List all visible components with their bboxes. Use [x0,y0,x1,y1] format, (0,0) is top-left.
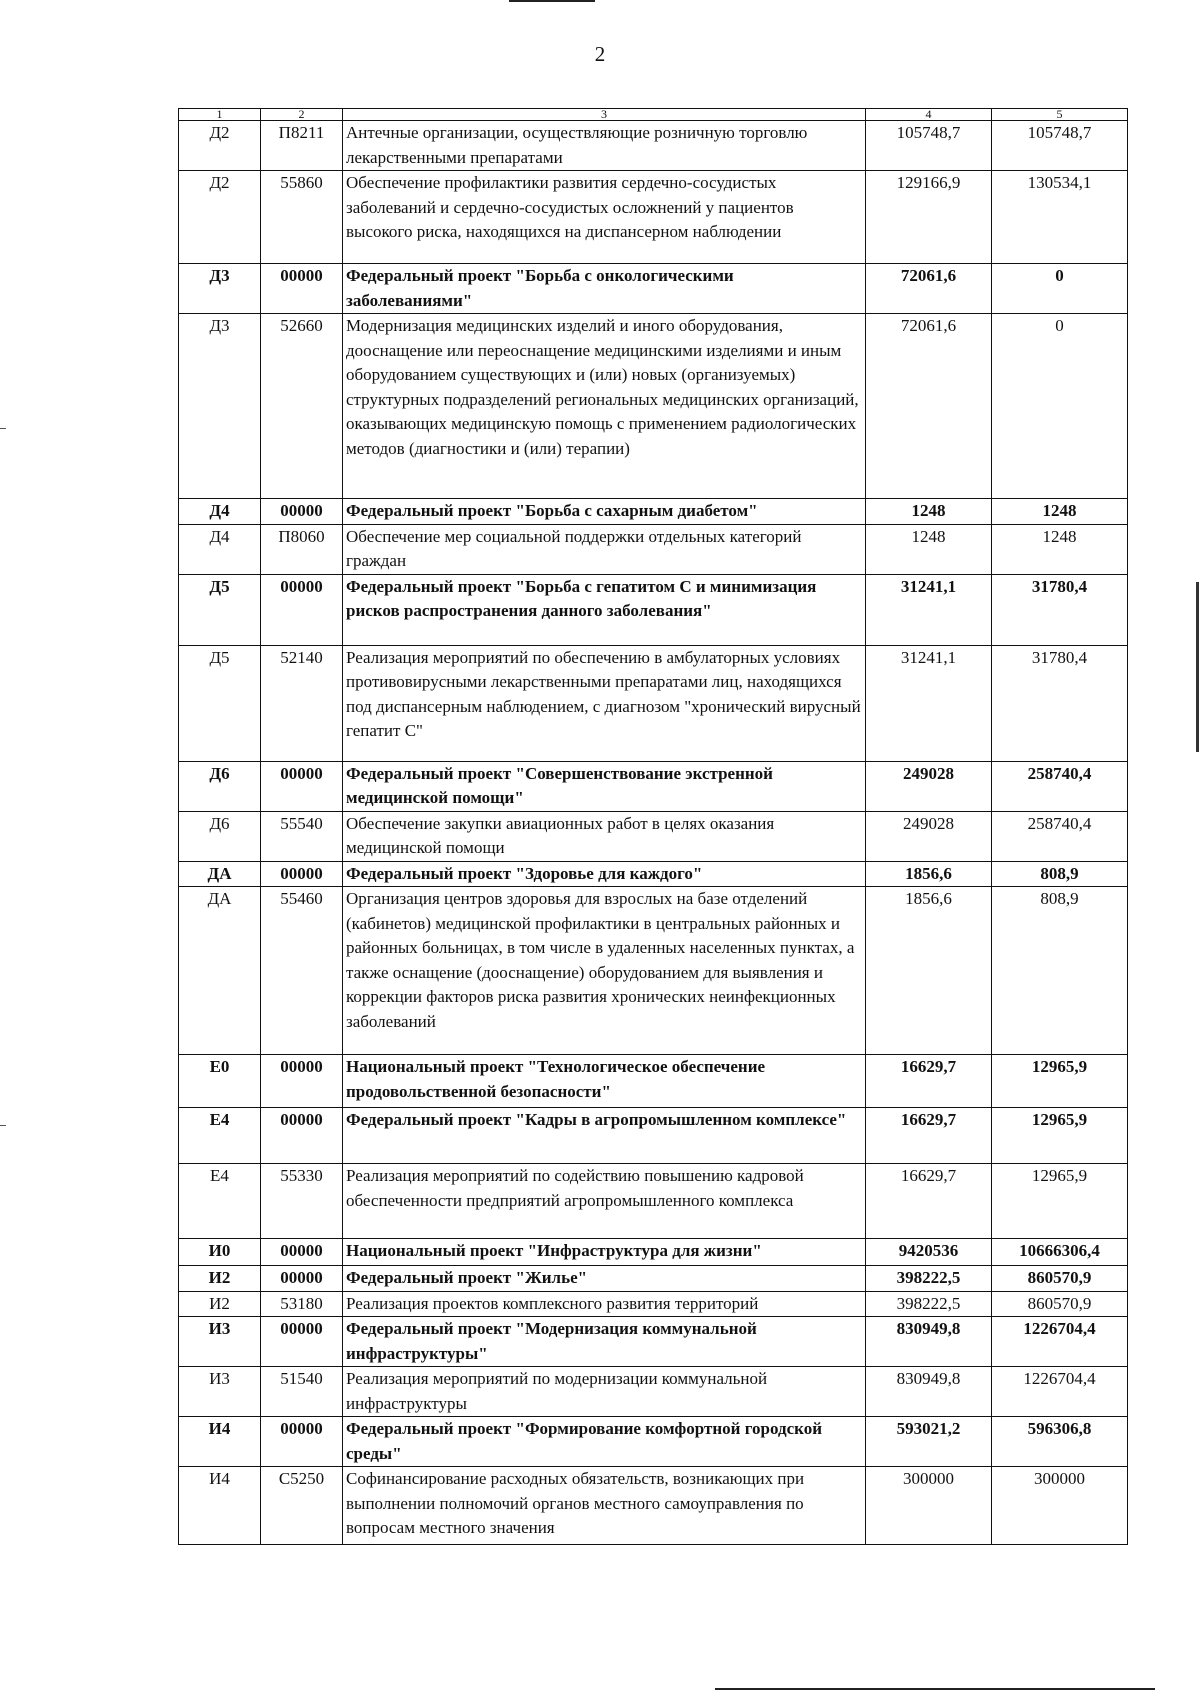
table-row [179,1108,1128,1164]
row-code: Д4 [179,499,261,525]
row-subcode: 00000 [261,1417,343,1467]
row-name: Реализация мероприятий по содействию повышению кадровой обеспеченности предприятий агропромышленного комплекса [343,1164,866,1239]
row-value-5: 10666306,4 [992,1239,1128,1266]
row-value-4: 398222,5 [866,1291,992,1317]
table-row [179,861,1128,887]
table-row [179,645,1128,761]
row-name: Федеральный проект "Здоровье для каждого" [343,861,866,887]
row-subcode: 53180 [261,1291,343,1317]
row-subcode: 00000 [261,761,343,811]
row-subcode: 00000 [261,1239,343,1266]
row-name: Федеральный проект "Совершенствование экстренной медицинской помощи" [343,761,866,811]
table-row [179,1164,1128,1239]
row-subcode: 55460 [261,887,343,1055]
budget-table [178,108,1128,1545]
row-code: Д3 [179,264,261,314]
scan-mark-top [509,0,595,2]
row-code: И2 [179,1266,261,1292]
row-value-5: 808,9 [992,887,1128,1055]
table-row [179,574,1128,645]
row-value-5: 596306,8 [992,1417,1128,1467]
row-name: Федеральный проект "Жилье" [343,1266,866,1292]
row-name: Реализация проектов комплексного развития территорий [343,1291,866,1317]
row-value-4: 31241,1 [866,574,992,645]
row-name: Федеральный проект "Формирование комфортной городской среды" [343,1417,866,1467]
row-value-5: 31780,4 [992,645,1128,761]
row-value-5: 0 [992,314,1128,499]
edge-tick-left-lower [0,1125,6,1126]
row-subcode: 00000 [261,1317,343,1367]
row-value-5: 12965,9 [992,1055,1128,1108]
table-body [179,121,1128,1545]
row-value-5: 860570,9 [992,1266,1128,1292]
row-code: И2 [179,1291,261,1317]
row-name: Обеспечение мер социальной поддержки отдельных категорий граждан [343,524,866,574]
column-header: 1 [179,109,261,121]
row-subcode: 00000 [261,574,343,645]
row-value-5: 12965,9 [992,1164,1128,1239]
row-subcode: 52140 [261,645,343,761]
page-number: 2 [594,42,606,66]
row-code: Д5 [179,574,261,645]
table-row [179,314,1128,499]
table-row [179,1291,1128,1317]
row-value-4: 830949,8 [866,1317,992,1367]
row-value-4: 300000 [866,1467,992,1545]
row-subcode: 55540 [261,811,343,861]
row-code: Д2 [179,171,261,264]
row-value-4: 105748,7 [866,121,992,171]
table-row [179,811,1128,861]
row-name: Федеральный проект "Борьба с онкологическими заболеваниями" [343,264,866,314]
row-code: Д2 [179,121,261,171]
table-row [179,264,1128,314]
table-row [179,524,1128,574]
column-header: 5 [992,109,1128,121]
row-name: Реализация мероприятий по модернизации коммунальной инфраструктуры [343,1367,866,1417]
table-row [179,1239,1128,1266]
header-row [179,109,1128,121]
row-value-5: 1248 [992,524,1128,574]
row-value-4: 16629,7 [866,1055,992,1108]
row-value-4: 593021,2 [866,1417,992,1467]
row-value-5: 1226704,4 [992,1367,1128,1417]
row-code: Д4 [179,524,261,574]
row-value-5: 105748,7 [992,121,1128,171]
row-subcode: 52660 [261,314,343,499]
row-code: ДА [179,887,261,1055]
row-name: Федеральный проект "Борьба с сахарным диабетом" [343,499,866,525]
row-code: Д3 [179,314,261,499]
row-value-4: 1856,6 [866,887,992,1055]
row-name: Модернизация медицинских изделий и иного оборудования, дооснащение или переоснащение медицинскими изделиями и иным оборудованием существующих и (или) новых (организуемых) структурных подразделений региональных медицинских организаций, оказывающих медицинскую помощь с применением радиологических методов (диагностики и (или) терапии) [343,314,866,499]
table-row [179,1467,1128,1545]
row-subcode: 00000 [261,499,343,525]
row-value-4: 1248 [866,499,992,525]
edge-tick-left [0,428,6,429]
row-value-4: 1248 [866,524,992,574]
row-value-4: 16629,7 [866,1164,992,1239]
row-value-4: 72061,6 [866,264,992,314]
row-value-5: 31780,4 [992,574,1128,645]
table-row [179,887,1128,1055]
row-subcode: П8211 [261,121,343,171]
row-subcode: 00000 [261,264,343,314]
row-code: Е0 [179,1055,261,1108]
table-row [179,1055,1128,1108]
table-row [179,499,1128,525]
row-code: Д5 [179,645,261,761]
table-row [179,761,1128,811]
row-value-4: 129166,9 [866,171,992,264]
row-value-4: 31241,1 [866,645,992,761]
row-name: Организация центров здоровья для взрослых на базе отделений (кабинетов) медицинской профилактики в центральных районных и районных больницах, в том числе в удаленных населенных пунктах, а также оснащение (дооснащение) оборудованием для выявления и коррекции факторов риска развития хронических неинфекционных заболеваний [343,887,866,1055]
row-value-5: 1248 [992,499,1128,525]
row-value-5: 300000 [992,1467,1128,1545]
row-code: ДА [179,861,261,887]
row-subcode: С5250 [261,1467,343,1545]
row-code: Д6 [179,761,261,811]
row-subcode: 00000 [261,1266,343,1292]
row-value-4: 830949,8 [866,1367,992,1417]
row-value-5: 258740,4 [992,811,1128,861]
row-name: Реализация мероприятий по обеспечению в амбулаторных условиях противовирусными лекарственными препаратами лиц, находящихся под диспансерным наблюдением, с диагнозом "хронический вирусный гепатит С" [343,645,866,761]
scan-mark-bottom [715,1688,1155,1690]
row-subcode: 51540 [261,1367,343,1417]
row-value-4: 249028 [866,811,992,861]
row-name: Национальный проект "Инфраструктура для жизни" [343,1239,866,1266]
row-value-4: 72061,6 [866,314,992,499]
table-row [179,1417,1128,1467]
table-row [179,1266,1128,1292]
row-value-5: 130534,1 [992,171,1128,264]
row-code: И4 [179,1417,261,1467]
row-subcode: 55330 [261,1164,343,1239]
row-value-4: 16629,7 [866,1108,992,1164]
row-name: Федеральный проект "Борьба с гепатитом С и минимизация рисков распространения данного заболевания" [343,574,866,645]
column-header: 4 [866,109,992,121]
row-subcode: 00000 [261,1055,343,1108]
row-code: И0 [179,1239,261,1266]
column-header: 2 [261,109,343,121]
row-subcode: П8060 [261,524,343,574]
row-subcode: 00000 [261,1108,343,1164]
row-name: Софинансирование расходных обязательств, возникающих при выполнении полномочий органов местного самоуправления по вопросам местного значения [343,1467,866,1545]
row-code: И4 [179,1467,261,1545]
row-value-5: 1226704,4 [992,1317,1128,1367]
row-subcode: 55860 [261,171,343,264]
row-code: Е4 [179,1108,261,1164]
column-header: 3 [343,109,866,121]
row-value-4: 249028 [866,761,992,811]
row-value-4: 9420536 [866,1239,992,1266]
scan-mark-right [1196,582,1199,752]
row-code: И3 [179,1367,261,1417]
row-name: Федеральный проект "Кадры в агропромышленном комплексе" [343,1108,866,1164]
row-name: Антечные организации, осуществляющие розничную торговлю лекарственными препаратами [343,121,866,171]
table-row [179,171,1128,264]
row-value-5: 258740,4 [992,761,1128,811]
row-name: Федеральный проект "Модернизация коммунальной инфраструктуры" [343,1317,866,1367]
row-code: Е4 [179,1164,261,1239]
row-subcode: 00000 [261,861,343,887]
row-value-5: 860570,9 [992,1291,1128,1317]
table-row [179,121,1128,171]
row-name: Национальный проект "Технологическое обеспечение продовольственной безопасности" [343,1055,866,1108]
row-name: Обеспечение закупки авиационных работ в целях оказания медицинской помощи [343,811,866,861]
row-value-4: 398222,5 [866,1266,992,1292]
row-value-4: 1856,6 [866,861,992,887]
row-code: Д6 [179,811,261,861]
table-row [179,1317,1128,1367]
table-row [179,1367,1128,1417]
row-code: И3 [179,1317,261,1367]
row-value-5: 12965,9 [992,1108,1128,1164]
row-value-5: 0 [992,264,1128,314]
row-name: Обеспечение профилактики развития сердечно-сосудистых заболеваний и сердечно-сосудистых осложнений у пациентов высокого риска, находящихся на диспансерном наблюдении [343,171,866,264]
row-value-5: 808,9 [992,861,1128,887]
